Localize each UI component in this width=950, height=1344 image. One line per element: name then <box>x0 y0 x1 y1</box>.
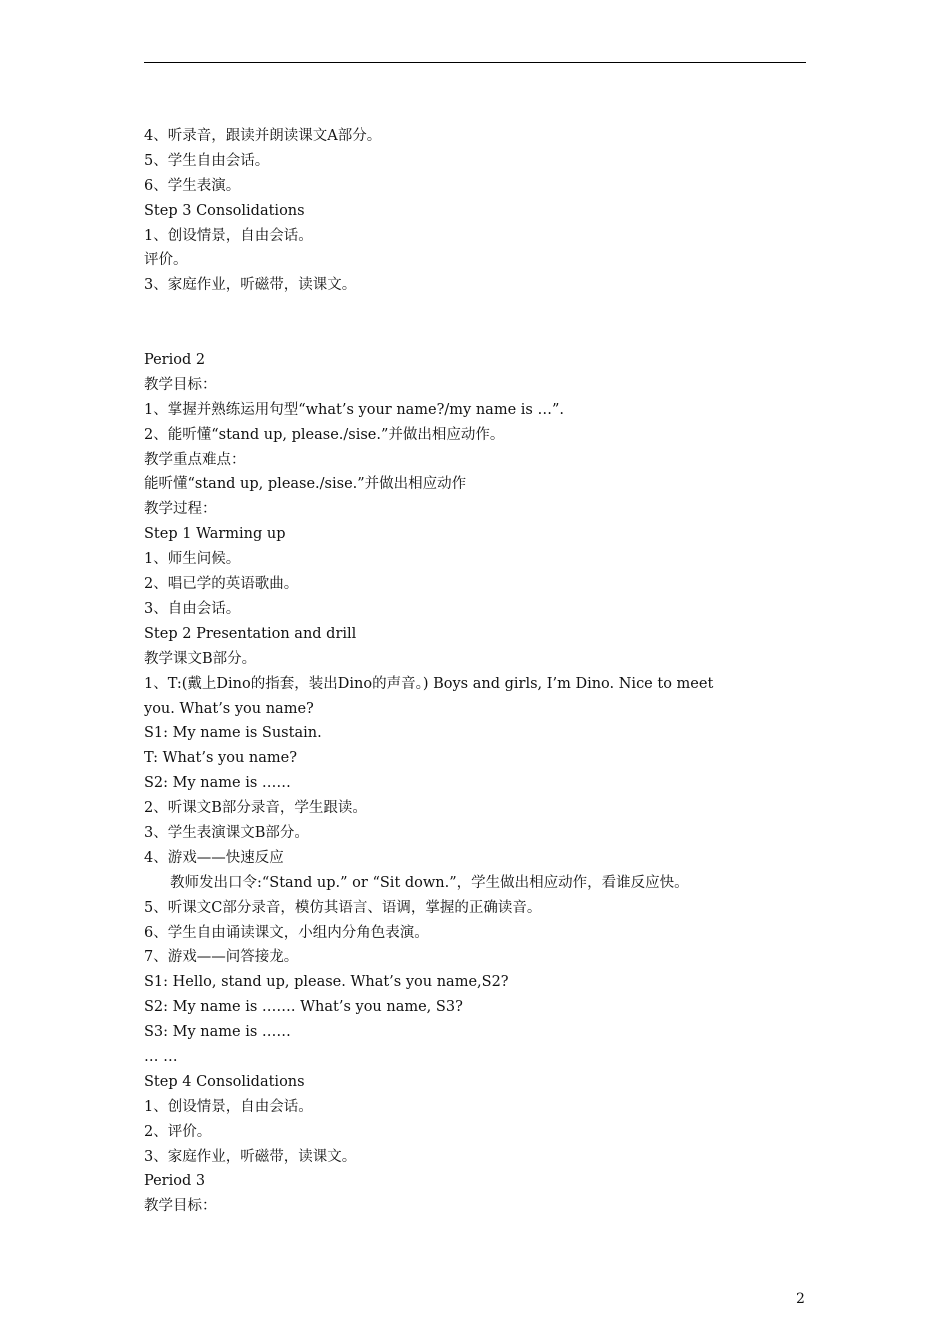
text-line: 1、掌握并熟练运用句型“what’s your name?/my name is …”. <box>144 401 564 418</box>
text-line: 3、家庭作业，听磁带，读课文。 <box>144 1148 357 1165</box>
text-line: 3、学生表演课文B部分。 <box>144 824 309 841</box>
text-line: 评价。 <box>144 252 188 269</box>
text-line: 4、游戏——快速反应 <box>144 849 284 866</box>
text-line: 2、能听懂“stand up, please./sise.”并做出相应动作。 <box>144 426 505 443</box>
dialogue-line: S1: Hello, stand up, please. What’s you name,S2? <box>144 974 509 991</box>
text-line: 教学课文B部分。 <box>144 650 257 667</box>
step-heading: Step 3 Consolidations <box>144 202 305 219</box>
text-line: you. What’s you name? <box>144 700 314 717</box>
text-line: 2、听课文B部分录音，学生跟读。 <box>144 800 367 817</box>
text-line: 教学目标： <box>144 376 217 393</box>
period-heading: Period 3 <box>144 1173 206 1190</box>
text-line: 5、听课文C部分录音，模仿其语言、语调，掌握的正确读音。 <box>144 899 542 916</box>
dialogue-line: S3: My name is …… <box>144 1024 291 1041</box>
text-line: 教学目标： <box>144 1198 217 1215</box>
dialogue-line: S1: My name is Sustain. <box>144 725 322 742</box>
text-line: 6、学生表演。 <box>144 177 241 194</box>
text-line: 3、家庭作业，听磁带，读课文。 <box>144 277 357 294</box>
text-line: 能听懂“stand up, please./sise.”并做出相应动作 <box>144 476 467 493</box>
text-line: 1、师生问候。 <box>144 551 241 568</box>
dialogue-line: T: What’s you name? <box>144 750 297 767</box>
text-line: 5、学生自由会话。 <box>144 152 270 169</box>
text-line: 7、游戏——问答接龙。 <box>144 949 299 966</box>
text-line: 1、T:(戴上Dino的指套，装出Dino的声音。) Boys and girls, I’m Dino. Nice to meet <box>144 675 714 692</box>
text-line: 1、创设情景，自由会话。 <box>144 227 313 244</box>
page-number: 2 <box>796 1291 805 1307</box>
ellipsis-line: … … <box>144 1048 178 1065</box>
text-line: 教学重点难点： <box>144 451 246 468</box>
indented-line: 教师发出口令:“Stand up.” or “Sit down.”，学生做出相应动作，看谁反应快。 <box>170 874 689 891</box>
text-line: 教学过程： <box>144 501 217 518</box>
header-rule <box>144 62 806 63</box>
step-heading: Step 4 Consolidations <box>144 1073 305 1090</box>
text-line: 6、学生自由诵读课文，小组内分角色表演。 <box>144 924 429 941</box>
dialogue-line: S2: My name is ……. What’s you name, S3? <box>144 999 463 1016</box>
step-heading: Step 1 Warming up <box>144 526 286 543</box>
text-line: 2、评价。 <box>144 1123 212 1140</box>
document-body <box>144 124 808 1219</box>
text-line: 2、唱已学的英语歌曲。 <box>144 576 299 593</box>
period-heading: Period 2 <box>144 352 206 369</box>
text-line: 4、听录音，跟读并朗读课文A部分。 <box>144 128 382 144</box>
section-gap <box>144 298 808 348</box>
text-line: 1、创设情景，自由会话。 <box>144 1098 313 1115</box>
step-heading: Step 2 Presentation and drill <box>144 625 357 642</box>
dialogue-line: S2: My name is …… <box>144 775 291 792</box>
text-line: 3、自由会话。 <box>144 600 241 617</box>
